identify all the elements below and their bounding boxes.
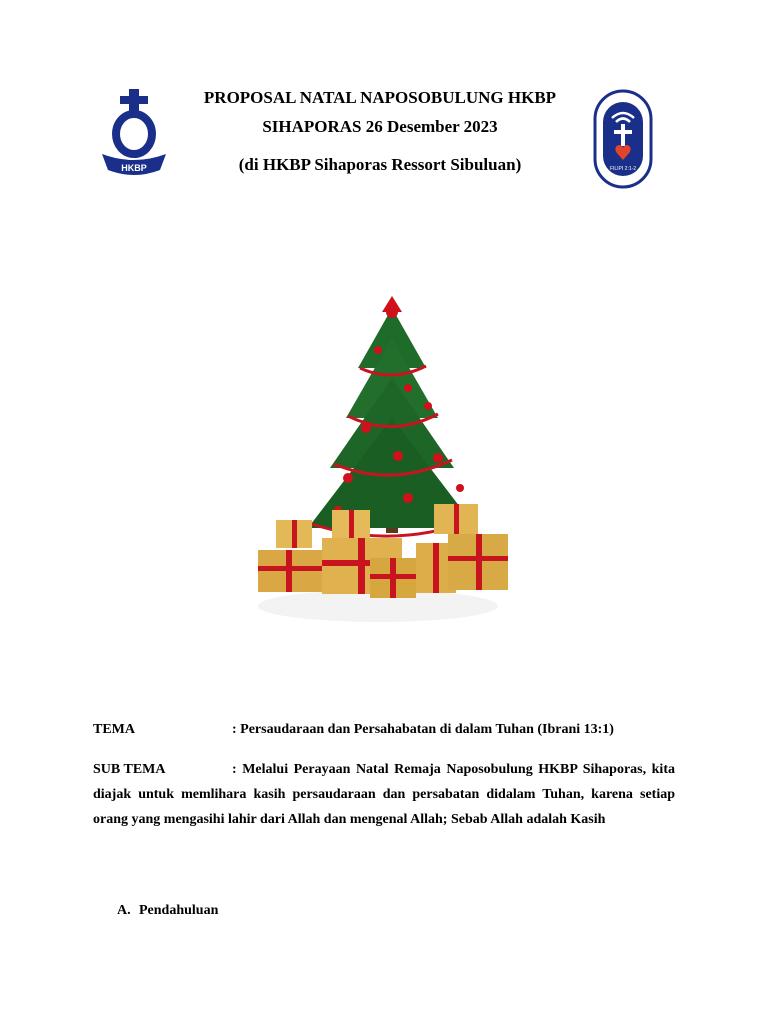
christmas-tree-image: [248, 288, 520, 628]
sub-tema-label: SUB TEMA: [93, 762, 166, 777]
ministry-year-logo: [592, 88, 654, 190]
tema-label: TEMA: [93, 722, 135, 737]
title-line-1: PROPOSAL NATAL NAPOSOBULUNG HKBP: [203, 88, 557, 107]
svg-text:FILIPI 2:1-2: FILIPI 2:1-2: [609, 166, 637, 172]
section-heading: [117, 903, 218, 919]
tema-value: : Persaudaraan dan Persahabatan di dalam Tuhan (Ibrani 13:1): [232, 722, 614, 737]
section-title: Pendahuluan: [139, 903, 219, 918]
section-number: A.: [117, 903, 131, 918]
sub-tema-block: [93, 757, 675, 832]
christmas-tree-with-gifts-icon: [248, 288, 520, 628]
hkbp-logo: [98, 88, 170, 178]
hkbp-year-of-ministry-logo-icon: [592, 88, 654, 190]
hkbp-cross-logo-icon: [98, 88, 170, 178]
hkbp-logo-text: HKBP: [121, 163, 147, 173]
sub-tema-value: : Melalui Perayaan Natal Remaja Naposobulung HKBP Sihaporas, kita diajak untuk memlihara kasih persaudaraan dan persabatan didalam Tuhan, karena setiap orang yang mengasihi lahir dari Allah dan mengenal Allah; Sebab Allah adalah Kasih: [93, 762, 675, 827]
title-line-2: SIHAPORAS 26 Desember 2023: [262, 117, 498, 136]
title-line-3: (di HKBP Sihaporas Ressort Sibuluan): [238, 155, 522, 174]
